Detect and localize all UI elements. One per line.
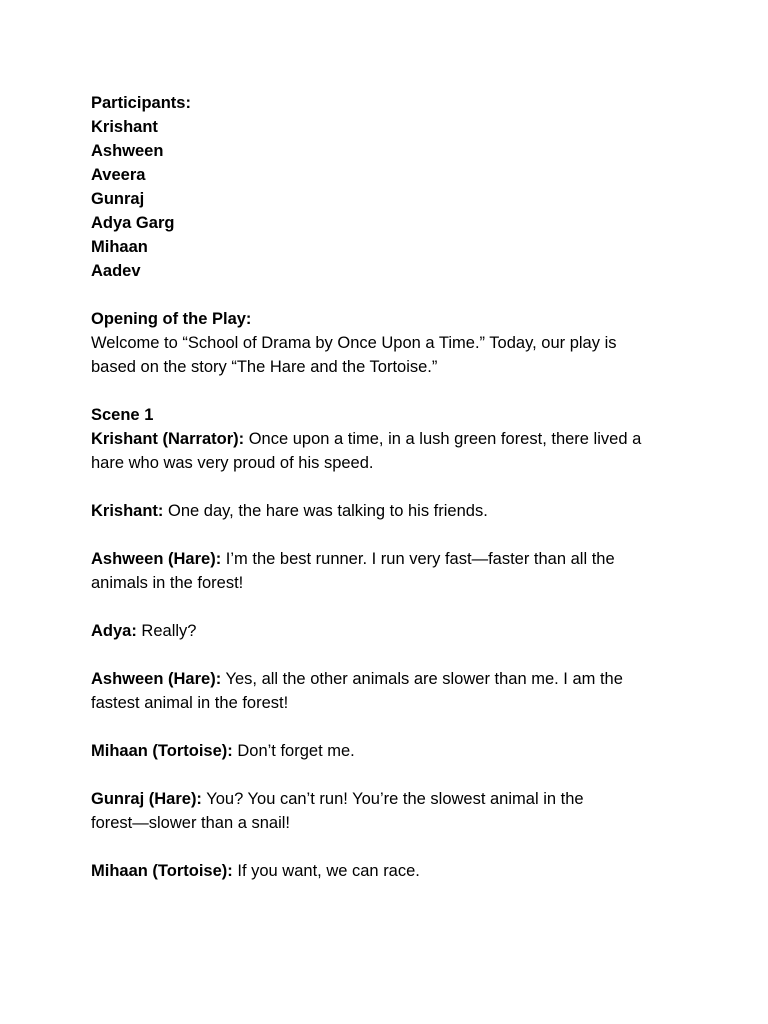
participant-name: Aveera	[91, 166, 146, 184]
dialogue-text: If you want, we can race.	[232, 862, 420, 880]
dialogue-block	[91, 547, 691, 595]
dialogue-block	[91, 499, 691, 523]
speaker-name: Adya:	[91, 622, 137, 640]
participant-name: Gunraj	[91, 190, 145, 208]
dialogue-block	[91, 427, 691, 475]
opening-text-line: based on the story “The Hare and the Tortoise.”	[91, 358, 438, 376]
dialogue-text: animals in the forest!	[91, 574, 244, 592]
dialogue-text: fastest animal in the forest!	[91, 694, 289, 712]
speaker-name: Ashween (Hare):	[91, 550, 222, 568]
speaker-name: Ashween (Hare):	[91, 670, 222, 688]
participants-heading: Participants:	[91, 94, 191, 112]
speaker-name: Mihaan (Tortoise):	[91, 862, 233, 880]
dialogue-text: hare who was very proud of his speed.	[91, 454, 374, 472]
speaker-name: Mihaan (Tortoise):	[91, 742, 233, 760]
dialogue-block	[91, 859, 691, 883]
participant-name: Aadev	[91, 262, 141, 280]
dialogue-block	[91, 667, 691, 715]
dialogue-text: Don’t forget me.	[232, 742, 355, 760]
dialogue-text: Yes, all the other animals are slower than me. I am the	[221, 670, 623, 688]
speaker-name: Gunraj (Hare):	[91, 790, 202, 808]
dialogue-text: Once upon a time, in a lush green forest, there lived a	[244, 430, 642, 448]
speaker-name: Krishant (Narrator):	[91, 430, 245, 448]
participant-name: Ashween	[91, 142, 164, 160]
dialogue-block	[91, 739, 691, 763]
dialogue-text: You? You can’t run! You’re the slowest animal in the	[201, 790, 584, 808]
opening-text-line: Welcome to “School of Drama by Once Upon a Time.” Today, our play is	[91, 334, 617, 352]
participant-name: Adya Garg	[91, 214, 175, 232]
opening-heading: Opening of the Play:	[91, 310, 252, 328]
dialogue-text: forest—slower than a snail!	[91, 814, 291, 832]
dialogue-block	[91, 619, 691, 643]
dialogue-text: Really?	[136, 622, 197, 640]
speaker-name: Krishant:	[91, 502, 164, 520]
participant-name: Mihaan	[91, 238, 148, 256]
dialogue-text: I’m the best runner. I run very fast—faster than all the	[221, 550, 615, 568]
participant-name: Krishant	[91, 118, 158, 136]
dialogue-block	[91, 787, 691, 835]
dialogue-text: One day, the hare was talking to his friends.	[163, 502, 488, 520]
document-page	[91, 91, 691, 883]
scene-heading: Scene 1	[91, 406, 154, 424]
